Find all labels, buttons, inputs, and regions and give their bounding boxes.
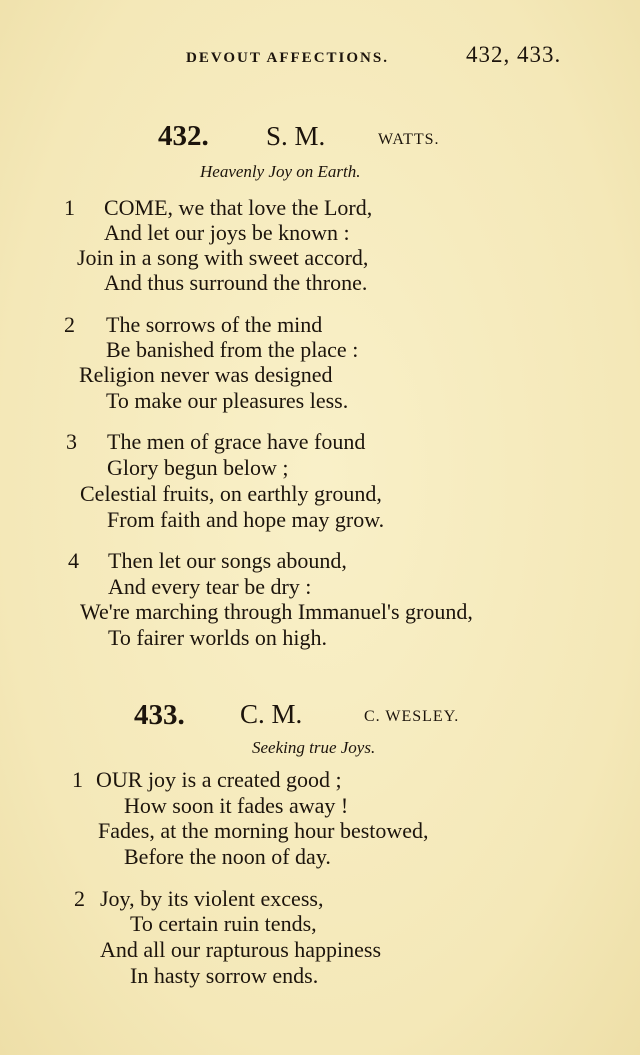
verse-line: To certain ruin tends,	[130, 911, 317, 936]
hymn-meter: S. M.	[266, 121, 326, 151]
hymn-subtitle: Seeking true Joys.	[252, 738, 376, 757]
hymn-number: 432.	[158, 120, 209, 152]
verse-line: And all our rapturous happiness	[100, 937, 382, 962]
verse-line: Then let our songs abound,	[108, 548, 347, 573]
verse-line: Religion never was designed	[79, 362, 333, 387]
hymn-author: C. WESLEY.	[364, 708, 460, 725]
verse-line: The men of grace have found	[107, 429, 366, 454]
stanza-number: 2	[64, 312, 75, 337]
stanza-number: 2	[74, 886, 85, 911]
verse-line: Fades, at the morning hour bestowed,	[98, 818, 429, 843]
verse-line: Be banished from the place :	[106, 337, 359, 362]
verse-line: And let our joys be known :	[104, 220, 350, 245]
verse-line: Glory begun below ;	[107, 455, 289, 480]
stanza-number: 3	[66, 429, 77, 454]
verse-line: Celestial fruits, on earthly ground,	[80, 481, 382, 506]
verse-line: In hasty sorrow ends.	[130, 963, 319, 988]
verse-line: Before the noon of day.	[124, 844, 331, 869]
verse-line: And thus surround the throne.	[104, 270, 368, 295]
verse-line: Joy, by its violent excess,	[100, 886, 324, 911]
verse-line: We're marching through Immanuel's ground,	[80, 599, 473, 624]
verse-line: The sorrows of the mind	[106, 312, 323, 337]
verse-line: How soon it fades away !	[124, 793, 349, 818]
verse-line: To make our pleasures less.	[106, 388, 349, 413]
stanza-number: 1	[64, 195, 75, 220]
verse-line: COME, we that love the Lord,	[104, 195, 373, 220]
verse-line: From faith and hope may grow.	[107, 507, 385, 532]
hymn-author: WATTS.	[378, 131, 440, 148]
verse-line: To fairer worlds on high.	[108, 625, 328, 650]
running-head-page-numbers: 432, 433.	[466, 42, 562, 67]
verse-line: Join in a song with sweet accord,	[77, 245, 369, 270]
hymn-meter: C. M.	[240, 699, 303, 729]
hymn-subtitle: Heavenly Joy on Earth.	[200, 162, 361, 181]
stanza-number: 1	[72, 767, 83, 792]
verse-line: And every tear be dry :	[108, 574, 312, 599]
stanza-number: 4	[68, 548, 79, 573]
hymn-number: 433.	[134, 699, 185, 731]
running-head-title: DEVOUT AFFECTIONS.	[186, 50, 389, 66]
verse-line: OUR joy is a created good ;	[96, 767, 342, 792]
